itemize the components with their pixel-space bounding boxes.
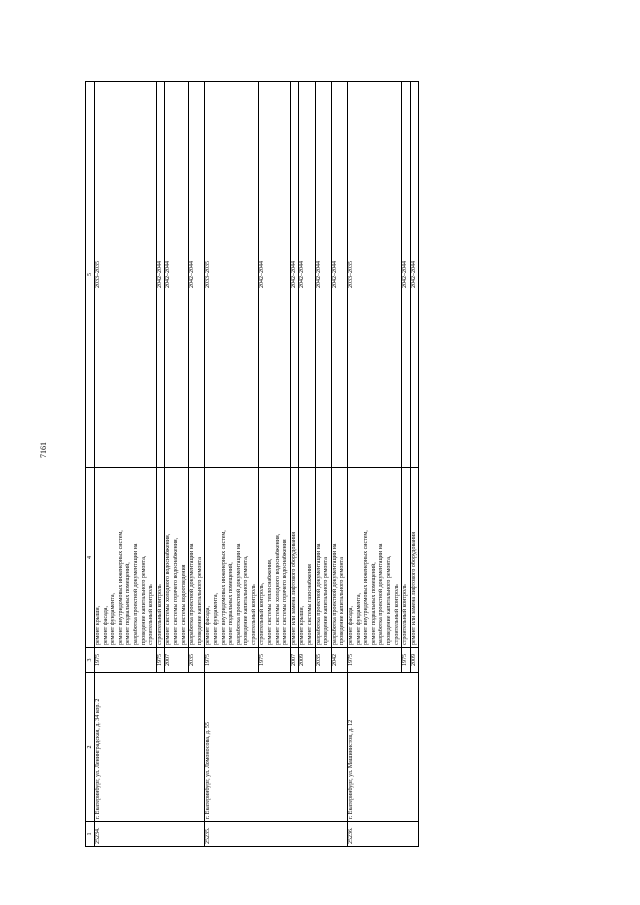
period-cell: 2042–2044 xyxy=(165,82,189,468)
work-type-cell xyxy=(205,468,259,648)
header-row xyxy=(86,82,95,847)
header-cell-5: 5 xyxy=(86,82,95,468)
work-item: ремонт или замена лифтового оборудования xyxy=(290,531,297,645)
year-cell: 2042 xyxy=(331,648,347,673)
work-item: ремонт системы газоснабжения xyxy=(307,564,314,645)
work-item: ремонт или замена лифтового оборудования xyxy=(410,531,417,645)
work-item: ремонт фундамента, xyxy=(110,593,117,645)
year-cell: 2007 xyxy=(165,648,189,673)
work-item: ремонт фасада, xyxy=(102,606,109,645)
period-cell: 2042–2044 xyxy=(402,82,411,468)
period-cell: 2042–2044 xyxy=(189,82,205,468)
period-cell: 2042–2044 xyxy=(331,82,347,468)
work-item: проведение капитального ремонта xyxy=(323,557,330,645)
work-type-cell xyxy=(259,468,290,648)
record-number: 25236. xyxy=(348,822,419,847)
work-type-cell xyxy=(189,468,205,648)
work-item: разработка проектной документации на xyxy=(315,543,322,645)
period-cell: 2042–2044 xyxy=(299,82,315,468)
work-type-cell xyxy=(165,468,189,648)
work-type-cell xyxy=(315,468,331,648)
year-cell: 1975 xyxy=(156,648,165,673)
work-item: проведение капитального ремонта xyxy=(196,557,203,645)
work-type-cell xyxy=(331,468,347,648)
period-cell: 2042–2044 xyxy=(290,82,299,468)
year-cell: 1975 xyxy=(205,648,259,673)
table-row xyxy=(348,82,402,847)
work-item: проведение капитального ремонта, xyxy=(385,555,392,645)
page-number: 7161 xyxy=(39,442,48,458)
period-cell: 2042–2044 xyxy=(315,82,331,468)
period-cell: 2042–2044 xyxy=(410,82,419,468)
work-item: разработка проектной документации на xyxy=(235,543,242,645)
year-cell: 1975 xyxy=(402,648,411,673)
work-item: строительный контроль xyxy=(402,584,409,645)
building-address: г. Екатеринбург, ул. Машинистов, д. 12 xyxy=(348,673,419,822)
record-number: 25234. xyxy=(95,822,205,847)
work-item: ремонт системы холодного водоснабжения, xyxy=(274,533,281,645)
year-cell: 1975 xyxy=(259,648,290,673)
work-type-cell xyxy=(156,468,165,648)
work-item: строительный контроль xyxy=(156,584,163,645)
work-type-cell xyxy=(402,468,411,648)
rotated-table-container xyxy=(85,82,602,847)
work-item: строительный контроль xyxy=(393,584,400,645)
year-cell: 2007 xyxy=(290,648,299,673)
work-item: разработка проектной документации на xyxy=(331,543,338,645)
work-type-cell xyxy=(290,468,299,648)
work-item: разработка проектной документации на xyxy=(189,543,196,645)
work-type-cell xyxy=(299,468,315,648)
work-item: ремонт подвальных помещений, xyxy=(228,562,235,645)
work-item: ремонт фасада, xyxy=(205,606,212,645)
work-item: разработка проектной документации на xyxy=(132,543,139,645)
work-type-cell xyxy=(410,468,419,648)
work-item: строительный контроль xyxy=(250,584,257,645)
work-item: ремонт системы водоотведения xyxy=(180,564,187,645)
work-item: ремонт системы холодного водоснабжения, xyxy=(165,533,172,645)
work-item: ремонт крыши, xyxy=(299,605,306,645)
building-address: г. Екатеринбург, ул. Ленинградская, д. 34 кор. 2 xyxy=(95,673,205,822)
capital-repair-table xyxy=(85,81,419,847)
year-cell: 1975 xyxy=(348,648,402,673)
period-cell: 2033–2035 xyxy=(205,82,259,468)
work-item: ремонт системы теплоснабжения, xyxy=(267,558,274,645)
year-cell: 1975 xyxy=(95,648,157,673)
table-row xyxy=(95,82,157,847)
work-item: строительный контроль, xyxy=(259,582,266,645)
record-number: 25235. xyxy=(205,822,348,847)
work-item: строительный контроль xyxy=(148,584,155,645)
work-item: ремонт внутридомовых инженерных систем, xyxy=(117,530,124,645)
work-item: ремонт системы горячего водоснабжения xyxy=(282,539,289,645)
header-cell-4: 4 xyxy=(86,468,95,648)
year-cell: 2035 xyxy=(315,648,331,673)
year-cell: 2009 xyxy=(299,648,315,673)
header-cell-1: 1 xyxy=(86,822,95,847)
work-item: ремонт подвальных помещений, xyxy=(125,562,132,645)
work-item: ремонт фундамента, xyxy=(212,593,219,645)
building-address: г. Екатеринбург, ул. Ломоносова, д. 55 xyxy=(205,673,348,822)
work-item: проведение капитального ремонта xyxy=(339,557,346,645)
table-row xyxy=(205,82,259,847)
work-item: проведение капитального ремонта, xyxy=(140,555,147,645)
work-item: ремонт крыши, xyxy=(95,605,101,645)
work-type-cell xyxy=(348,468,402,648)
work-item: проведение капитального ремонта, xyxy=(243,555,250,645)
period-cell: 2033–2035 xyxy=(348,82,402,468)
year-cell: 2035 xyxy=(189,648,205,673)
header-cell-2: 2 xyxy=(86,673,95,822)
period-cell: 2033–2035 xyxy=(95,82,157,468)
work-item: ремонт подвальных помещений, xyxy=(370,562,377,645)
work-item: разработка проектной документации на xyxy=(378,543,385,645)
work-item: ремонт фундамента, xyxy=(355,593,362,645)
work-item: ремонт системы горячего водоснабжения, xyxy=(172,537,179,645)
work-type-cell xyxy=(95,468,157,648)
work-item: ремонт фасада, xyxy=(348,606,354,645)
period-cell: 2042–2044 xyxy=(259,82,290,468)
header-cell-3: 3 xyxy=(86,648,95,673)
year-cell: 2009 xyxy=(410,648,419,673)
work-item: ремонт внутридомовых инженерных систем, xyxy=(220,530,227,645)
period-cell: 2042–2044 xyxy=(156,82,165,468)
work-item: ремонт внутридомовых инженерных систем, xyxy=(363,530,370,645)
